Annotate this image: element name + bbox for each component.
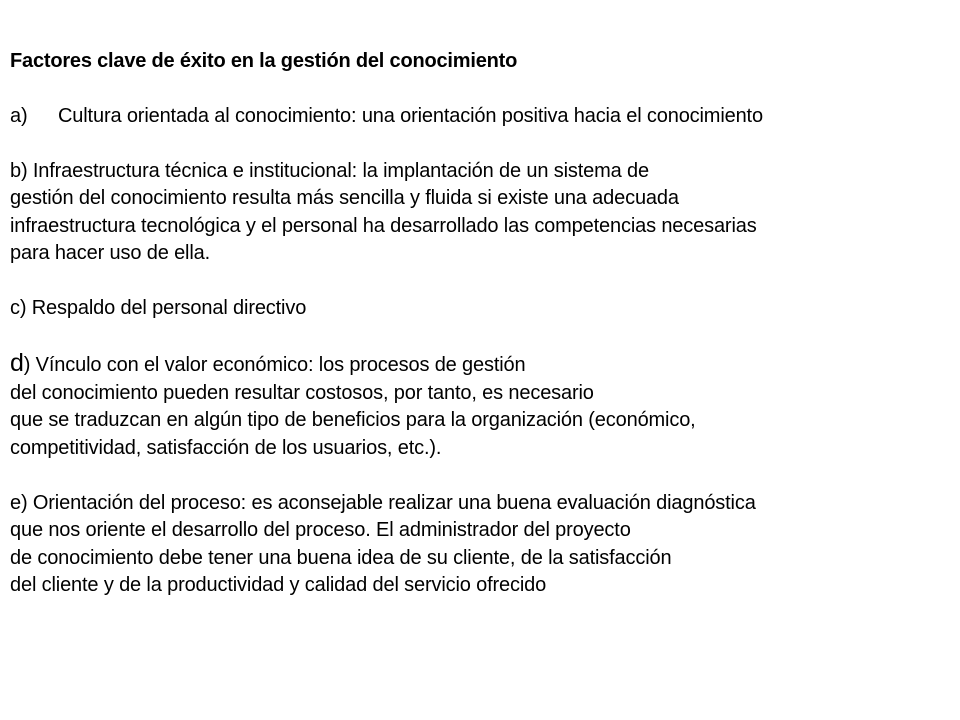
item-a-text: Cultura orientada al conocimiento: una orientación positiva hacia el conocimiento [58,104,763,127]
item-c-line-1: c) Respaldo del personal directivo [10,297,307,319]
slide-title: Factores clave de éxito en la gestión del conocimiento [10,50,518,72]
item-b-line-1: b) Infraestructura técnica e institucional: la implantación de un sistema de [10,159,649,182]
item-d-line-1 [10,350,950,380]
item-a [10,103,950,131]
item-e-line-4: del cliente y de la productividad y calidad del servicio ofrecido [10,574,547,596]
item-d-marker: d [10,349,24,377]
item-c [10,295,950,323]
item-b-line-3: infraestructura tecnológica y el personal ha desarrollado las competencias necesarias [10,214,757,237]
item-e [10,490,950,600]
spacer [10,323,950,351]
item-d-line-2: del conocimiento pueden resultar costosos, por tanto, es necesario [10,381,594,404]
item-b-line-4: para hacer uso de ella. [10,242,211,264]
item-d-line-3: que se traduzcan en algún tipo de beneficios para la organización (económico, [10,409,696,431]
item-b [10,158,950,268]
item-e-line-3: de conocimiento debe tener una buena idea de su cliente, de la satisfacción [10,546,672,569]
spacer [10,462,950,490]
spacer [10,268,950,296]
item-e-line-2: que nos oriente el desarrollo del proceso. El administrador del proyecto [10,519,631,541]
item-d [10,350,950,462]
slide-content [10,48,950,600]
spacer [10,75,950,103]
item-e-line-1: e) Orientación del proceso: es aconsejable realizar una buena evaluación diagnóstica [10,491,756,514]
spacer [10,130,950,158]
item-a-marker: a) [10,104,28,127]
item-d-first-text: ) Vínculo con el valor económico: los procesos de gestión [23,354,526,376]
item-b-line-2: gestión del conocimiento resulta más sencilla y fluida si existe una adecuada [10,187,679,209]
item-d-line-4: competitividad, satisfacción de los usuarios, etc.). [10,436,442,459]
item-a-line [10,103,950,131]
